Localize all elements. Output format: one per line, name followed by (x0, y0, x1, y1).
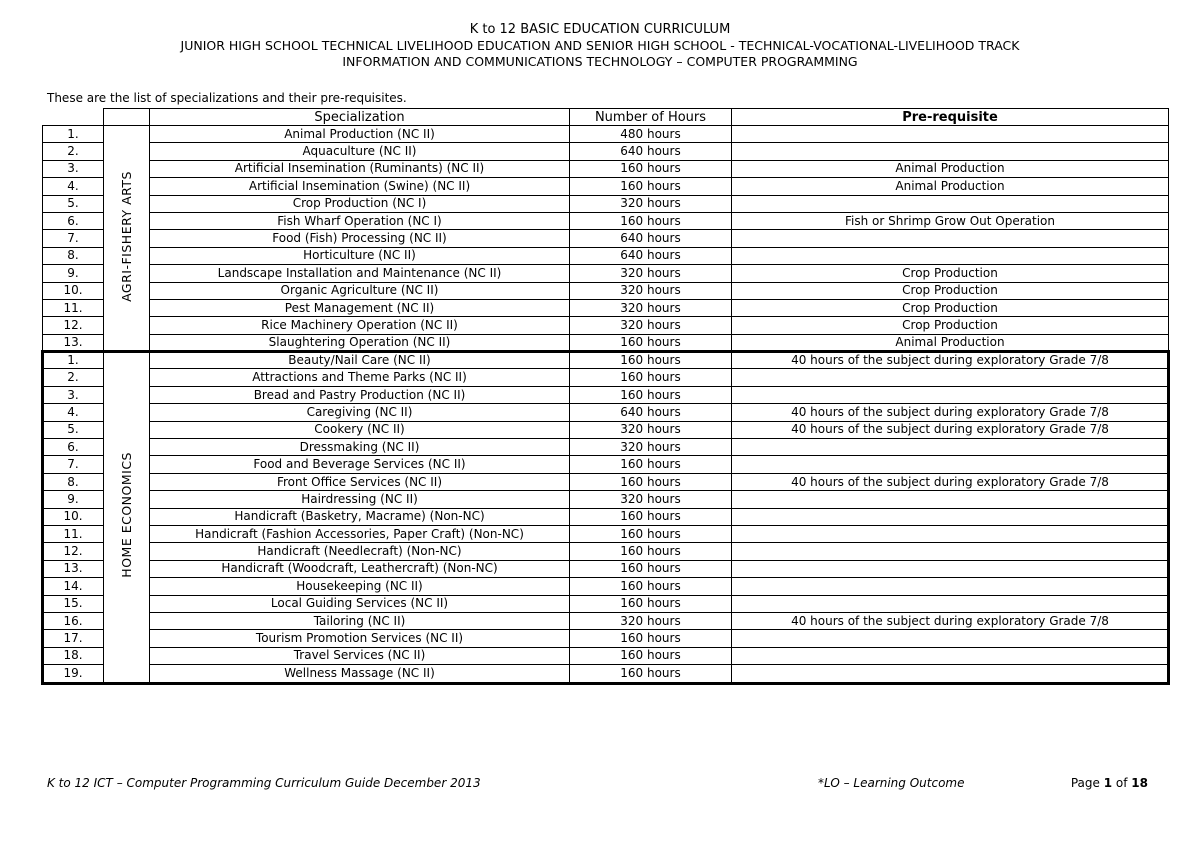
row-number: 15. (43, 595, 104, 612)
table-row (43, 265, 1169, 282)
row-number: 9. (43, 491, 104, 508)
prerequisite-cell (732, 543, 1169, 560)
table-row (43, 595, 1169, 612)
specialization-cell: Artificial Insemination (Swine) (NC II) (150, 178, 570, 195)
table-row (43, 160, 1169, 177)
subject-title: INFORMATION AND COMMUNICATIONS TECHNOLOGY – COMPUTER PROGRAMMING (342, 54, 858, 69)
hours-cell: 160 hours (570, 665, 732, 682)
page-prefix: Page (1070, 776, 1104, 790)
table-row (43, 665, 1169, 682)
prerequisite-cell (732, 195, 1169, 212)
table-row (43, 195, 1169, 212)
specialization-cell: Animal Production (NC II) (150, 126, 570, 143)
row-number: 10. (43, 282, 104, 299)
hours-cell: 160 hours (570, 212, 732, 229)
table-row (43, 525, 1169, 542)
prerequisite-cell (732, 386, 1169, 403)
table-header (43, 109, 1169, 126)
specialization-cell: Handicraft (Basketry, Macrame) (Non-NC) (150, 508, 570, 525)
prerequisite-cell (732, 508, 1169, 525)
hours-cell: 160 hours (570, 508, 732, 525)
prerequisite-cell (732, 439, 1169, 456)
specialization-cell: Aquaculture (NC II) (150, 143, 570, 160)
specialization-cell: Cookery (NC II) (150, 421, 570, 438)
specialization-cell: Food (Fish) Processing (NC II) (150, 230, 570, 247)
hours-cell: 320 hours (570, 317, 732, 334)
table-row (43, 143, 1169, 160)
row-number: 4. (43, 404, 104, 421)
row-number: 7. (43, 230, 104, 247)
specialization-cell: Landscape Installation and Maintenance (NC II) (150, 265, 570, 282)
specialization-cell: Crop Production (NC I) (150, 195, 570, 212)
table-row (43, 578, 1169, 595)
row-number: 8. (43, 247, 104, 264)
track-title: JUNIOR HIGH SCHOOL TECHNICAL LIVELIHOOD EDUCATION AND SENIOR HIGH SCHOOL - TECHNICAL-VOCATIONAL-LIVELIHOOD TRACK (180, 38, 1020, 53)
table-row (43, 404, 1169, 421)
prerequisite-cell: 40 hours of the subject during exploratory Grade 7/8 (732, 352, 1169, 369)
table-row (43, 317, 1169, 334)
table-row (43, 386, 1169, 403)
prerequisite-cell (732, 560, 1169, 577)
table-row (43, 647, 1169, 664)
row-number: 13. (43, 334, 104, 351)
prerequisite-cell: Animal Production (732, 334, 1169, 351)
hours-cell: 160 hours (570, 630, 732, 647)
row-number: 18. (43, 647, 104, 664)
footer-guide-title: K to 12 ICT – Computer Programming Curriculum Guide December 2013 (47, 776, 481, 790)
document-header (0, 22, 1200, 70)
hours-cell: 320 hours (570, 299, 732, 316)
specialization-cell: Pest Management (NC II) (150, 299, 570, 316)
hours-cell: 160 hours (570, 369, 732, 386)
hours-cell: 160 hours (570, 473, 732, 490)
hours-cell: 640 hours (570, 143, 732, 160)
specialization-cell: Beauty/Nail Care (NC II) (150, 352, 570, 369)
table-row (43, 508, 1169, 525)
prerequisite-cell (732, 247, 1169, 264)
specialization-cell: Fish Wharf Operation (NC I) (150, 212, 570, 229)
specialization-cell: Horticulture (NC II) (150, 247, 570, 264)
row-number: 6. (43, 212, 104, 229)
specialization-cell: Handicraft (Needlecraft) (Non-NC) (150, 543, 570, 560)
specialization-cell: Artificial Insemination (Ruminants) (NC II) (150, 160, 570, 177)
prerequisite-cell: Crop Production (732, 317, 1169, 334)
prerequisite-cell (732, 665, 1169, 682)
category-cell (104, 126, 150, 352)
row-number: 6. (43, 439, 104, 456)
table-row (43, 299, 1169, 316)
hours-cell: 320 hours (570, 439, 732, 456)
category-label: HOME ECONOMICS (119, 451, 134, 578)
prerequisite-cell: Animal Production (732, 178, 1169, 195)
hours-cell: 320 hours (570, 421, 732, 438)
table-row (43, 421, 1169, 438)
prerequisite-cell (732, 126, 1169, 143)
specialization-cell: Housekeeping (NC II) (150, 578, 570, 595)
specialization-cell: Local Guiding Services (NC II) (150, 595, 570, 612)
category-cell (104, 352, 150, 682)
page-current: 1 (1103, 776, 1113, 790)
table-row (43, 212, 1169, 229)
specialization-cell: Hairdressing (NC II) (150, 491, 570, 508)
row-number: 3. (43, 386, 104, 403)
row-number: 13. (43, 560, 104, 577)
table-row (43, 630, 1169, 647)
prerequisite-cell: 40 hours of the subject during exploratory Grade 7/8 (732, 421, 1169, 438)
table-row (43, 543, 1169, 560)
row-number: 1. (43, 126, 104, 143)
specialization-cell: Travel Services (NC II) (150, 647, 570, 664)
row-number: 8. (43, 473, 104, 490)
hours-cell: 160 hours (570, 578, 732, 595)
hours-cell: 160 hours (570, 647, 732, 664)
specialization-cell: Bread and Pastry Production (NC II) (150, 386, 570, 403)
row-number: 2. (43, 143, 104, 160)
header-hours: Number of Hours (570, 109, 732, 126)
table-row (43, 352, 1169, 369)
row-number: 12. (43, 543, 104, 560)
row-number: 16. (43, 612, 104, 629)
specializations-table (42, 108, 1169, 683)
prerequisite-cell (732, 369, 1169, 386)
row-number: 9. (43, 265, 104, 282)
hours-cell: 160 hours (570, 160, 732, 177)
table-row (43, 178, 1169, 195)
specialization-cell: Rice Machinery Operation (NC II) (150, 317, 570, 334)
prerequisite-cell (732, 491, 1169, 508)
specialization-cell: Caregiving (NC II) (150, 404, 570, 421)
row-number: 7. (43, 456, 104, 473)
row-number: 5. (43, 195, 104, 212)
row-number: 10. (43, 508, 104, 525)
prerequisite-cell: Crop Production (732, 265, 1169, 282)
hours-cell: 160 hours (570, 595, 732, 612)
row-number: 11. (43, 299, 104, 316)
row-number: 1. (43, 352, 104, 369)
hours-cell: 640 hours (570, 230, 732, 247)
table-row (43, 126, 1169, 143)
specialization-cell: Handicraft (Fashion Accessories, Paper Craft) (Non-NC) (150, 525, 570, 542)
table-row (43, 247, 1169, 264)
row-number: 4. (43, 178, 104, 195)
hours-cell: 320 hours (570, 265, 732, 282)
specialization-cell: Slaughtering Operation (NC II) (150, 334, 570, 351)
table-row (43, 369, 1169, 386)
header-empty-category (104, 109, 150, 126)
prerequisite-cell (732, 456, 1169, 473)
prerequisite-cell (732, 630, 1169, 647)
prerequisite-cell (732, 595, 1169, 612)
prerequisite-cell (732, 230, 1169, 247)
page-total: 18 (1131, 776, 1148, 790)
prerequisite-cell: Crop Production (732, 299, 1169, 316)
prerequisite-cell (732, 647, 1169, 664)
row-number: 12. (43, 317, 104, 334)
hours-cell: 160 hours (570, 456, 732, 473)
table-row (43, 560, 1169, 577)
specialization-cell: Tourism Promotion Services (NC II) (150, 630, 570, 647)
row-number: 19. (43, 665, 104, 682)
hours-cell: 160 hours (570, 334, 732, 351)
row-number: 3. (43, 160, 104, 177)
table-row (43, 439, 1169, 456)
row-number: 17. (43, 630, 104, 647)
specialization-cell: Front Office Services (NC II) (150, 473, 570, 490)
specialization-cell: Handicraft (Woodcraft, Leathercraft) (Non-NC) (150, 560, 570, 577)
hours-cell: 160 hours (570, 352, 732, 369)
hours-cell: 320 hours (570, 612, 732, 629)
prerequisite-cell (732, 143, 1169, 160)
category-label: AGRI-FISHERY ARTS (119, 171, 134, 302)
page-of: of (1112, 776, 1132, 790)
table-row (43, 334, 1169, 351)
hours-cell: 640 hours (570, 247, 732, 264)
prerequisite-cell (732, 578, 1169, 595)
hours-cell: 160 hours (570, 386, 732, 403)
specialization-cell: Dressmaking (NC II) (150, 439, 570, 456)
prerequisite-cell (732, 525, 1169, 542)
header-prerequisite: Pre-requisite (732, 109, 1169, 126)
table-row (43, 282, 1169, 299)
hours-cell: 480 hours (570, 126, 732, 143)
hours-cell: 320 hours (570, 282, 732, 299)
prerequisite-cell: 40 hours of the subject during exploratory Grade 7/8 (732, 404, 1169, 421)
hours-cell: 160 hours (570, 560, 732, 577)
specialization-cell: Attractions and Theme Parks (NC II) (150, 369, 570, 386)
table-row (43, 473, 1169, 490)
specialization-cell: Food and Beverage Services (NC II) (150, 456, 570, 473)
curriculum-title: K to 12 BASIC EDUCATION CURRICULUM (469, 22, 731, 37)
prerequisite-cell: Fish or Shrimp Grow Out Operation (732, 212, 1169, 229)
table-row (43, 491, 1169, 508)
row-number: 5. (43, 421, 104, 438)
footer-lo-note: *LO – Learning Outcome (818, 776, 965, 790)
row-number: 2. (43, 369, 104, 386)
table-row (43, 612, 1169, 629)
page-number (1071, 776, 1148, 790)
table-row (43, 456, 1169, 473)
hours-cell: 640 hours (570, 404, 732, 421)
hours-cell: 160 hours (570, 178, 732, 195)
table-row (43, 230, 1169, 247)
specialization-cell: Tailoring (NC II) (150, 612, 570, 629)
header-specialization: Specialization (150, 109, 570, 126)
hours-cell: 160 hours (570, 525, 732, 542)
hours-cell: 320 hours (570, 195, 732, 212)
prerequisite-cell: 40 hours of the subject during exploratory Grade 7/8 (732, 612, 1169, 629)
table-body (43, 126, 1169, 683)
specialization-cell: Organic Agriculture (NC II) (150, 282, 570, 299)
row-number: 14. (43, 578, 104, 595)
intro-text: These are the list of specializations and their pre-requisites. (47, 91, 407, 105)
row-number: 11. (43, 525, 104, 542)
prerequisite-cell: Animal Production (732, 160, 1169, 177)
hours-cell: 160 hours (570, 543, 732, 560)
prerequisite-cell: Crop Production (732, 282, 1169, 299)
header-empty (43, 109, 104, 126)
hours-cell: 320 hours (570, 491, 732, 508)
prerequisite-cell: 40 hours of the subject during exploratory Grade 7/8 (732, 473, 1169, 490)
specialization-cell: Wellness Massage (NC II) (150, 665, 570, 682)
